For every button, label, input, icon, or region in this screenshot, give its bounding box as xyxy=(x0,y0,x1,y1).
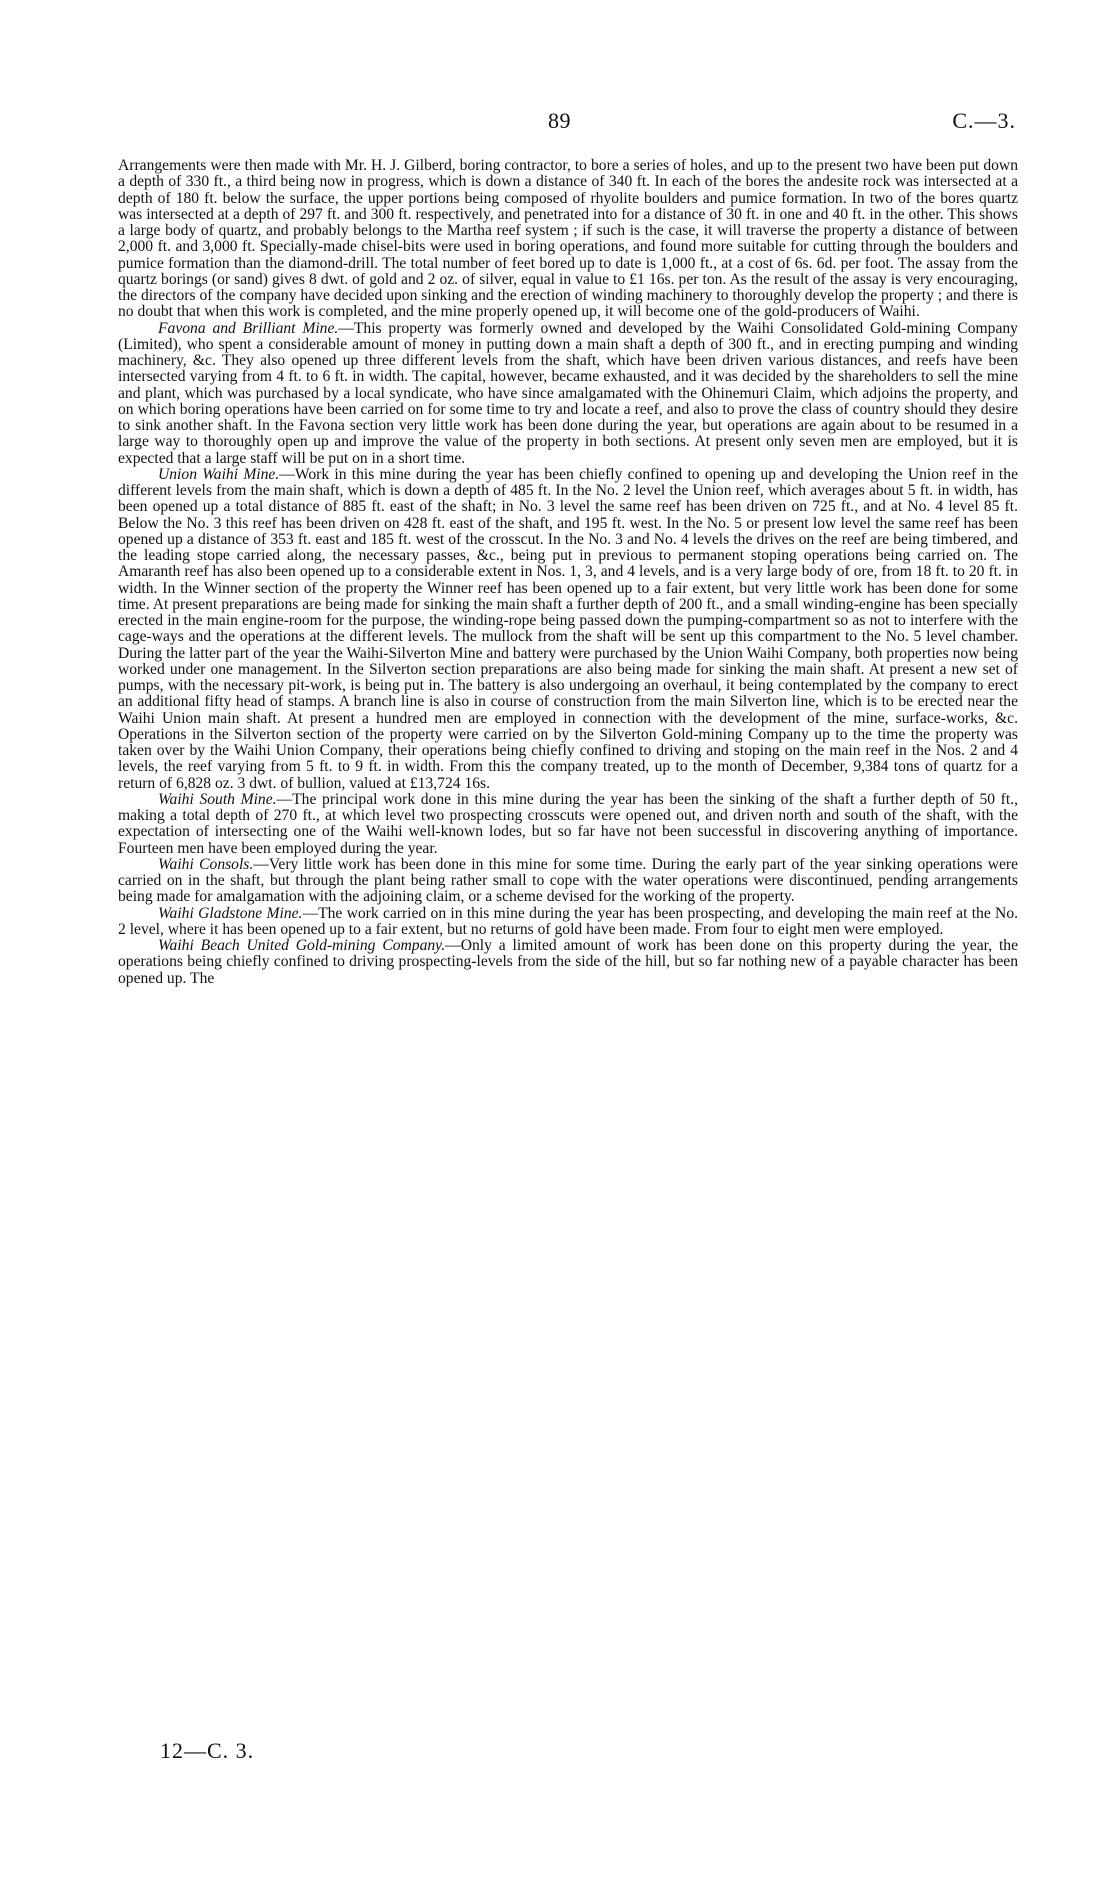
section-waihi-beach-united xyxy=(118,938,1018,987)
section-waihi-consols xyxy=(118,857,1018,906)
section-union-waihi-mine xyxy=(118,467,1018,792)
document-reference: C.—3. xyxy=(952,108,1016,133)
section-heading: Waihi Gladstone Mine. xyxy=(158,904,303,922)
section-heading: Favona and Brilliant Mine. xyxy=(158,319,339,337)
paragraph-boring-operations xyxy=(118,158,1018,321)
section-favona-brilliant-mine xyxy=(118,321,1018,467)
report-body xyxy=(118,158,1018,987)
section-text: —The work carried on in this mine during the year has been prospecting, and developing the main reef at the No. 2 level, where it has been opened up to a fair extent, but no returns of gold have been made. From four to eight men were employed. xyxy=(118,904,1019,938)
section-waihi-south-mine xyxy=(118,792,1018,857)
paragraph-text: Arrangements were then made with Mr. H. J. Gilberd, boring contractor, to bore a series of holes, and up to the present two have been put down a depth of 330 ft., a third being now in progress, which is down a distance of 340 ft. In each of the bores the andesite rock was intersected at a depth of 180 ft. below the surface, the upper portions being composed of rhyolite boulders and pumice formation. In two of the bores quartz was intersected at a depth of 297 ft. and 300 ft. respectively, and penetrated into for a distance of 30 ft. in one and 40 ft. in the other. This shows a large body of quartz, and probably belongs to the Martha reef system ; if such is the case, it will traverse the property a distance of between 2,000 ft. and 3,000 ft. Specially-made chisel-bits were used in boring operations, and found more suitable for cutting through the boulders and pumice formation than the diamond-drill. The total number of feet bored up to date is 1,000 ft., at a cost of 6s. 6d. per foot. The assay from the quartz borings (or sand) gives 8 dwt. of gold and 2 oz. of silver, equal in value to £1 16s. per ton. As the result of the assay is very encouraging, the directors of the company have decided upon sinking and the erection of winding machinery to thoroughly develop the property ; and there is no doubt that when this work is completed, and the mine properly opened up, it will become one of the gold-producers of Waihi. xyxy=(118,157,1018,321)
page-number: 89 xyxy=(548,108,571,133)
section-text: —Very little work has been done in this mine for some time. During the early part of the year sinking operations were carried on in the shaft, but through the plant being rather small to cope with the water operations were discontinued, pending arrangements being made for amalgamation with the adjoining claim, or a scheme devised for the working of the property. xyxy=(118,855,1018,906)
section-waihi-gladstone-mine xyxy=(118,906,1018,939)
section-text: —Work in this mine during the year has been chiefly confined to opening up and developing the Union reef in the different levels from the main shaft, which is down a depth of 485 ft. In the No. 2 level the Union reef, which averages about 5 ft. in width, has been opened up a total distance of 885 ft. east of the shaft; in No. 3 level the same reef has been driven on 725 ft., and at No. 4 level 85 ft. Below the No. 3 this reef has been driven on 428 ft. east of the shaft, and 195 ft. west. In the No. 5 or present low level the same reef has been opened up a distance of 353 ft. east and 185 ft. west of the crosscut. In the No. 3 and No. 4 levels the drives on the reef are being timbered, and the leading stope carried along, the necessary passes, &c., being put in previous to permanent stoping operations being carried on. The Amaranth reef has also been opened up to a considerable extent in Nos. 1, 3, and 4 levels, and is a very large body of ore, from 18 ft. to 20 ft. in width. In the Winner section of the property the Winner reef has been opened up to a fair extent, but very little work has been done for some time. At present preparations are being made for sinking the main shaft a further depth of 200 ft., and a small winding-engine has been specially erected in the main engine-room for the purpose, the winding-rope being passed down the pumping-compartment so as not to interfere with the cage-ways and the operations at the different levels. The mullock from the shaft will be sent up this compartment to the No. 5 level chamber. During the latter part of the year the Waihi-Silverton Mine and battery were purchased by the Union Waihi Company, both properties now being worked under one management. In the Silverton section preparations are also being made for sinking the main shaft. At present a new set of pumps, with the necessary pit-work, is being put in. The battery is also undergoing an overhaul, it being contemplated by the company to erect an additional fifty head of stamps. A branch line is also in course of construction from the main Silverton line, which is to be erected near the Waihi Union main shaft. At present a hundred men are employed in connection with the development of the mine, surface-works, &c. Operations in the Silverton section of the property were carried on by the Silverton Gold-mining Company up to the time the property was taken over by the Waihi Union Company, their operations being chiefly confined to driving and stoping on the main reef in the Nos. 2 and 4 levels, the reef varying from 5 ft. to 9 ft. in width. From this the company treated, up to the month of December, 9,384 tons of quartz for a return of 6,828 oz. 3 dwt. of bullion, valued at £13,724 16s. xyxy=(118,465,1018,792)
section-heading: Waihi Beach United Gold-mining Company. xyxy=(158,937,446,954)
section-heading: Waihi South Mine. xyxy=(158,790,277,808)
section-text: —Only a limited amount of work has been done on this property during the year, the operations being chiefly confined to driving prospecting-levels from the side of the hill, but so far nothing new of a payable character has been opened up. The xyxy=(118,937,1018,987)
page-header xyxy=(0,108,1114,138)
section-heading: Union Waihi Mine. xyxy=(158,465,280,483)
section-text: —This property was formerly owned and developed by the Waihi Consolidated Gold-mining Company (Limited), who spent a considerable amount of money in putting down a main shaft a depth of 300 ft., and in erecting pumping and winding machinery, &c. They also opened up three different levels from the shaft, which have been driven various distances, and reefs have been intersected varying from 4 ft. to 6 ft. in width. The capital, however, became exhausted, and it was decided by the shareholders to sell the mine and plant, which was purchased by a local syndicate, who have since amalgamated with the Ohinemuri Claim, which adjoins the property, and on which boring operations have been carried on for some time to try and locate a reef, and also to prove the class of country should they desire to sink another shaft. In the Favona section very little work has been done during the year, but operations are again about to be resumed in a large way to thoroughly open up and improve the value of the property in both sections. At present only seven men are employed, but it is expected that a large staff will be put on in a short time. xyxy=(118,319,1018,467)
signature-mark: 12—C. 3. xyxy=(160,1738,255,1763)
section-text: —The principal work done in this mine during the year has been the sinking of the shaft a further depth of 50 ft., making a total depth of 270 ft., at which level two prospecting crosscuts were opened out, and driven north and south of the shaft, with the expectation of intersecting one of the Waihi well-known lodes, but so far have not been successful in discovering anything of importance. Fourteen men have been employed during the year. xyxy=(118,790,1018,857)
section-heading: Waihi Consols. xyxy=(158,855,254,873)
